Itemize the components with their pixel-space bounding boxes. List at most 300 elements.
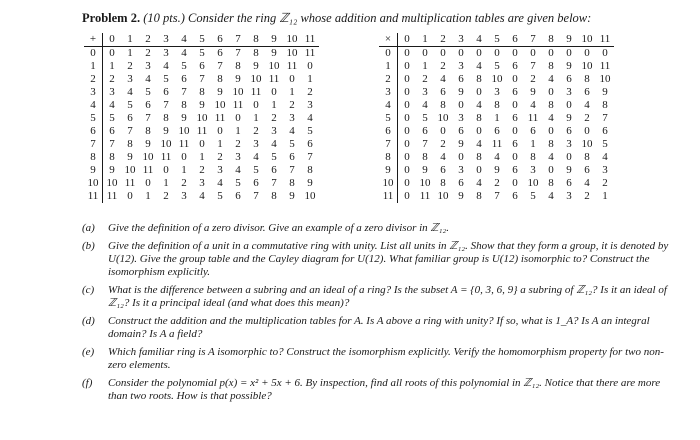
multiplication-table-cell: 8: [476, 151, 482, 163]
addition-table-cell: 0: [163, 164, 169, 176]
multiplication-table-cell: 0: [404, 164, 410, 176]
addition-table-cell: 2: [163, 190, 169, 202]
multiplication-table-cell: 7: [422, 138, 428, 150]
multiplication-table-cell: 10: [437, 190, 449, 202]
multiplication-table-cell: 0: [602, 47, 608, 59]
addition-table-cell: 4: [109, 99, 115, 111]
addition-table-column-header: 0: [103, 33, 122, 47]
multiplication-table-cell: 6: [602, 125, 608, 137]
addition-table-cell: 6: [199, 60, 205, 72]
addition-table-cell: 0: [145, 177, 151, 189]
question-text: What is the difference between a subring and an ideal of a ring? Is the subset A = {0, 3, 6, 9} a subring of ℤ₁₂? Is it an ideal of ℤ₁₂? Is it a principal ideal (and what does this mean)?: [108, 284, 667, 309]
problem-points: (10 pts.): [143, 11, 185, 25]
multiplication-table-cell: 10: [437, 112, 449, 124]
question-text: Give the definition of a unit in a commutative ring with unity. List all units in ℤ₁₂. Show that they form a group, it is denoted by U(12). Give the group table and the Cayley diagram for U(12). What familiar group is U(12) isomorphic to? Construct the isomorphism explicitly.: [108, 240, 669, 278]
multiplication-table-cell: 1: [422, 60, 428, 72]
question-item: [82, 240, 680, 279]
addition-table-cell: 2: [253, 125, 259, 137]
multiplication-table-cell: 2: [602, 177, 608, 189]
addition-table-row: [84, 125, 319, 138]
multiplication-table-cell: 3: [566, 138, 572, 150]
addition-table-cell: 3: [217, 164, 223, 176]
multiplication-table-cell: 9: [458, 86, 464, 98]
multiplication-table-cell: 8: [548, 60, 554, 72]
multiplication-table-cell: 9: [602, 86, 608, 98]
addition-table-row: [84, 177, 319, 190]
addition-table-column-header: 9: [265, 33, 283, 47]
multiplication-table-cell: 9: [458, 190, 464, 202]
multiplication-table-cell: 0: [458, 99, 464, 111]
multiplication-table-cell: 0: [476, 86, 482, 98]
addition-table-cell: 2: [217, 151, 223, 163]
addition-table-cell: 5: [253, 164, 259, 176]
multiplication-table-cell: 11: [527, 112, 539, 124]
addition-table-cell: 0: [253, 99, 259, 111]
addition-table-column-header: 2: [139, 33, 157, 47]
addition-table-row: [84, 73, 319, 86]
multiplication-table-cell: 6: [584, 164, 590, 176]
multiplication-table-column-header: 10: [578, 33, 596, 47]
multiplication-table-row-header: 4: [379, 99, 398, 112]
multiplication-table-cell: 2: [440, 60, 446, 72]
multiplication-table-row-header: 3: [379, 86, 398, 99]
multiplication-table-cell: 4: [602, 151, 608, 163]
multiplication-table-cell: 0: [476, 164, 482, 176]
multiplication-table-row: [379, 190, 614, 203]
question-text: Construct the addition and the multiplication tables for A. Is A above a ring with unity? If so, what is 1_A? Is A an integral domain? Is A a field?: [108, 315, 650, 340]
addition-table-row: [84, 99, 319, 112]
multiplication-table-cell: 11: [419, 190, 431, 202]
addition-table-cell: 4: [217, 177, 223, 189]
multiplication-table-cell: 8: [548, 177, 554, 189]
addition-table-cell: 11: [250, 86, 262, 98]
multiplication-table-cell: 9: [566, 164, 572, 176]
addition-table-cell: 10: [250, 73, 262, 85]
multiplication-table-cell: 9: [530, 86, 536, 98]
addition-table-cell: 3: [289, 112, 295, 124]
addition-table-row: [84, 60, 319, 73]
multiplication-table-cell: 4: [476, 138, 482, 150]
addition-table-cell: 2: [289, 99, 295, 111]
multiplication-table-cell: 9: [422, 164, 428, 176]
addition-table-cell: 7: [289, 164, 295, 176]
addition-table-row-header: 4: [84, 99, 103, 112]
multiplication-table-cell: 0: [440, 125, 446, 137]
addition-table-cell: 7: [235, 47, 241, 59]
multiplication-table-cell: 0: [530, 47, 536, 59]
multiplication-table-cell: 8: [548, 138, 554, 150]
multiplication-table-cell: 2: [584, 112, 590, 124]
multiplication-table-cell: 0: [440, 47, 446, 59]
multiplication-table-cell: 8: [548, 99, 554, 111]
addition-table-cell: 7: [271, 177, 277, 189]
addition-table-cell: 6: [217, 47, 223, 59]
addition-table-cell: 11: [304, 47, 316, 59]
addition-table-cell: 7: [109, 138, 115, 150]
multiplication-table-cell: 0: [404, 177, 410, 189]
multiplication-table-cell: 6: [440, 86, 446, 98]
addition-table-column-header: 11: [301, 33, 319, 47]
multiplication-table-cell: 3: [458, 60, 464, 72]
multiplication-table-cell: 0: [458, 47, 464, 59]
addition-table-cell: 10: [268, 60, 280, 72]
addition-table-cell: 9: [181, 112, 187, 124]
addition-table-cell: 10: [160, 138, 172, 150]
addition-table-cell: 3: [235, 151, 241, 163]
addition-table-cell: 3: [307, 99, 313, 111]
addition-table-row: [84, 138, 319, 151]
multiplication-table-cell: 3: [602, 164, 608, 176]
multiplication-table-cell: 0: [404, 125, 410, 137]
question-label: (f): [82, 377, 93, 389]
multiplication-table-cell: 6: [512, 190, 518, 202]
question-label: (c): [82, 284, 95, 296]
addition-table-column-header: 6: [211, 33, 229, 47]
question-item: [82, 346, 680, 372]
multiplication-table-cell: 0: [512, 125, 518, 137]
addition-table-cell: 5: [127, 99, 133, 111]
addition-table-cell: 2: [307, 86, 313, 98]
multiplication-table-cell: 8: [530, 151, 536, 163]
addition-table-row-header: 7: [84, 138, 103, 151]
multiplication-table-cell: 6: [458, 177, 464, 189]
multiplication-table-column-header: 5: [488, 33, 506, 47]
addition-table-cell: 9: [199, 99, 205, 111]
addition-table-cell: 9: [253, 60, 259, 72]
multiplication-table-cell: 0: [566, 99, 572, 111]
multiplication-table-cell: 8: [422, 151, 428, 163]
addition-table-cell: 11: [124, 177, 136, 189]
question-label: (d): [82, 315, 95, 327]
multiplication-table-cell: 5: [602, 138, 608, 150]
multiplication-table-cell: 4: [530, 99, 536, 111]
addition-table-cell: 6: [289, 151, 295, 163]
addition-table-cell: 3: [127, 73, 133, 85]
multiplication-table-cell: 2: [584, 190, 590, 202]
multiplication-table-row-header: 1: [379, 60, 398, 73]
addition-table-cell: 2: [271, 112, 277, 124]
multiplication-table-cell: 0: [476, 125, 482, 137]
multiplication-table-cell: 6: [422, 125, 428, 137]
multiplication-table-row: [379, 151, 614, 164]
addition-table-cell: 6: [127, 112, 133, 124]
addition-table-column-header: 8: [247, 33, 265, 47]
multiplication-table-column-header: 11: [596, 33, 614, 47]
multiplication-table-row: [379, 60, 614, 73]
addition-table-cell: 5: [163, 73, 169, 85]
addition-table: [84, 33, 319, 203]
multiplication-table-column-header: 7: [524, 33, 542, 47]
multiplication-table-row-header: 10: [379, 177, 398, 190]
multiplication-table-cell: 4: [584, 177, 590, 189]
multiplication-table-cell: 0: [512, 47, 518, 59]
question-item: [82, 315, 680, 341]
addition-table-cell: 10: [142, 151, 154, 163]
addition-table-column-header: 1: [121, 33, 139, 47]
question-text: Give the definition of a zero divisor. Give an example of a zero divisor in ℤ₁₂.: [108, 222, 449, 234]
addition-table-cell: 8: [181, 99, 187, 111]
addition-table-row-header: 8: [84, 151, 103, 164]
addition-table-cell: 3: [199, 177, 205, 189]
addition-table-cell: 11: [196, 125, 208, 137]
multiplication-table-cell: 6: [512, 86, 518, 98]
addition-table-cell: 5: [271, 151, 277, 163]
addition-table-cell: 1: [145, 190, 151, 202]
multiplication-table-header-row: [379, 33, 614, 47]
addition-table-cell: 4: [145, 73, 151, 85]
multiplication-table-cell: 0: [512, 73, 518, 85]
question-label: (e): [82, 346, 95, 358]
multiplication-table-cell: 0: [548, 47, 554, 59]
addition-table-cell: 8: [235, 60, 241, 72]
addition-table-cell: 9: [163, 125, 169, 137]
multiplication-table-cell: 3: [530, 164, 536, 176]
addition-table-cell: 3: [145, 60, 151, 72]
addition-table-cell: 4: [235, 164, 241, 176]
addition-table-cell: 4: [289, 125, 295, 137]
multiplication-table-cell: 1: [494, 112, 500, 124]
question-text: Which familiar ring is A isomorphic to? Construct the isomorphism explicitly. Verify the homomorphism property for two non-zero elements.: [108, 346, 664, 371]
addition-table-column-header: 10: [283, 33, 301, 47]
addition-table-cell: 0: [289, 73, 295, 85]
addition-table-cell: 1: [253, 112, 259, 124]
multiplication-table-cell: 10: [491, 73, 503, 85]
multiplication-table-cell: 6: [566, 125, 572, 137]
multiplication-table-cell: 8: [584, 73, 590, 85]
addition-table-row-header: 9: [84, 164, 103, 177]
addition-operator: +: [84, 33, 103, 47]
multiplication-table-row: [379, 112, 614, 125]
multiplication-table-cell: 3: [494, 86, 500, 98]
addition-table-cell: 5: [181, 60, 187, 72]
addition-table-cell: 5: [307, 125, 313, 137]
addition-table-cell: 8: [253, 47, 259, 59]
addition-table-cell: 9: [289, 190, 295, 202]
addition-table-cell: 3: [271, 125, 277, 137]
addition-table-cell: 1: [181, 164, 187, 176]
addition-table-column-header: 5: [193, 33, 211, 47]
addition-table-cell: 9: [145, 138, 151, 150]
multiplication-table-cell: 0: [404, 86, 410, 98]
addition-table-cell: 8: [109, 151, 115, 163]
addition-table-row: [84, 47, 319, 61]
addition-table-cell: 0: [217, 125, 223, 137]
multiplication-table-cell: 6: [566, 73, 572, 85]
multiplication-table-cell: 4: [422, 99, 428, 111]
multiplication-table-cell: 11: [599, 60, 611, 72]
multiplication-table-cell: 0: [404, 99, 410, 111]
addition-table-cell: 9: [307, 177, 313, 189]
addition-table-cell: 0: [271, 86, 277, 98]
addition-table-cell: 8: [307, 164, 313, 176]
addition-table-cell: 11: [214, 112, 226, 124]
addition-table-row-header: 10: [84, 177, 103, 190]
addition-table-cell: 2: [109, 73, 115, 85]
addition-table-cell: 7: [217, 60, 223, 72]
multiplication-table-cell: 2: [440, 138, 446, 150]
multiplication-table-cell: 8: [602, 99, 608, 111]
multiplication-table-cell: 11: [491, 138, 503, 150]
addition-table-row-header: 11: [84, 190, 103, 203]
multiplication-table-cell: 6: [458, 73, 464, 85]
addition-table-cell: 2: [181, 177, 187, 189]
addition-table-cell: 10: [232, 86, 244, 98]
addition-table-row-header: 1: [84, 60, 103, 73]
multiplication-table-cell: 0: [404, 47, 410, 59]
addition-table-row: [84, 151, 319, 164]
multiplication-table-cell: 0: [404, 151, 410, 163]
multiplication-table-cell: 10: [527, 177, 539, 189]
multiplication-table-cell: 8: [476, 112, 482, 124]
addition-table-cell: 5: [217, 190, 223, 202]
addition-table-cell: 2: [145, 47, 151, 59]
multiplication-table-cell: 6: [440, 164, 446, 176]
addition-table-cell: 0: [307, 60, 313, 72]
multiplication-table-cell: 8: [440, 99, 446, 111]
multiplication-table-cell: 0: [512, 151, 518, 163]
multiplication-table-column-header: 0: [398, 33, 417, 47]
multiplication-table-cell: 0: [548, 125, 554, 137]
multiplication-table-cell: 0: [548, 164, 554, 176]
addition-table-cell: 0: [127, 190, 133, 202]
addition-table-cell: 7: [127, 125, 133, 137]
addition-table-cell: 6: [271, 164, 277, 176]
addition-table-row-header: 0: [84, 47, 103, 61]
addition-table-cell: 1: [199, 151, 205, 163]
multiplication-table-cell: 4: [476, 177, 482, 189]
addition-table-cell: 11: [142, 164, 154, 176]
multiplication-table-cell: 9: [458, 138, 464, 150]
addition-table-header-row: [84, 33, 319, 47]
multiplication-table-cell: 4: [476, 99, 482, 111]
multiplication-table-row-header: 8: [379, 151, 398, 164]
addition-table-cell: 0: [181, 151, 187, 163]
multiplication-table-row-header: 6: [379, 125, 398, 138]
addition-table-row: [84, 190, 319, 203]
addition-table-cell: 4: [199, 190, 205, 202]
multiplication-table-cell: 0: [584, 125, 590, 137]
multiplication-table-cell: 10: [581, 138, 593, 150]
multiplication-table-cell: 0: [512, 177, 518, 189]
multiplication-table-row-header: 0: [379, 47, 398, 61]
addition-table-cell: 0: [235, 112, 241, 124]
multiplication-table-cell: 0: [404, 190, 410, 202]
multiplication-table-cell: 0: [404, 73, 410, 85]
addition-table-cell: 6: [235, 190, 241, 202]
multiplication-table-column-header: 9: [560, 33, 578, 47]
question-label: (a): [82, 222, 95, 234]
addition-table-cell: 3: [253, 138, 259, 150]
multiplication-table-column-header: 2: [434, 33, 452, 47]
multiplication-table-cell: 3: [458, 164, 464, 176]
multiplication-table-cell: 1: [530, 138, 536, 150]
multiplication-table-cell: 6: [584, 86, 590, 98]
multiplication-table-cell: 0: [422, 47, 428, 59]
question-label: (b): [82, 240, 95, 252]
addition-table-cell: 8: [145, 125, 151, 137]
multiplication-table-cell: 6: [512, 138, 518, 150]
addition-table-cell: 0: [199, 138, 205, 150]
addition-table-cell: 3: [181, 190, 187, 202]
multiplication-table-cell: 9: [566, 112, 572, 124]
multiplication-table-cell: 6: [494, 125, 500, 137]
problem-label: Problem 2.: [82, 11, 141, 25]
question-item: [82, 284, 680, 310]
addition-table-row-header: 6: [84, 125, 103, 138]
multiplication-table-row: [379, 125, 614, 138]
multiplication-table-cell: 8: [584, 151, 590, 163]
multiplication-table-cell: 9: [566, 60, 572, 72]
addition-table-cell: 8: [127, 138, 133, 150]
addition-table-cell: 7: [199, 73, 205, 85]
addition-table-cell: 11: [106, 190, 118, 202]
multiplication-table-cell: 10: [599, 73, 611, 85]
addition-table-cell: 4: [181, 47, 187, 59]
multiplication-table-column-header: 3: [452, 33, 470, 47]
addition-table-cell: 7: [163, 99, 169, 111]
multiplication-table-row-header: 7: [379, 138, 398, 151]
addition-table-row-header: 2: [84, 73, 103, 86]
addition-table-cell: 4: [127, 86, 133, 98]
multiplication-table-cell: 3: [566, 190, 572, 202]
multiplication-table-row: [379, 177, 614, 190]
addition-table-cell: 11: [286, 60, 298, 72]
addition-table-cell: 4: [271, 138, 277, 150]
multiplication-table-cell: 3: [566, 86, 572, 98]
multiplication-table-cell: 0: [512, 99, 518, 111]
addition-table-cell: 6: [145, 99, 151, 111]
addition-table-cell: 4: [253, 151, 259, 163]
addition-table-cell: 4: [307, 112, 313, 124]
multiplication-table-cell: 8: [476, 73, 482, 85]
multiplication-table-cell: 3: [422, 86, 428, 98]
multiplication-table-cell: 6: [530, 125, 536, 137]
multiplication-table-column-header: 8: [542, 33, 560, 47]
multiplication-table-row: [379, 47, 614, 61]
multiplication-table-cell: 5: [530, 190, 536, 202]
multiplication-table-row-header: 5: [379, 112, 398, 125]
addition-table-cell: 3: [163, 47, 169, 59]
addition-table-cell: 3: [109, 86, 115, 98]
multiplication-table-cell: 10: [581, 60, 593, 72]
multiplication-table-cell: 0: [476, 47, 482, 59]
addition-table-cell: 9: [271, 47, 277, 59]
addition-table-cell: 10: [178, 125, 190, 137]
addition-table-cell: 7: [145, 112, 151, 124]
multiplication-table-cell: 0: [566, 151, 572, 163]
addition-table-cell: 5: [145, 86, 151, 98]
addition-table-cell: 6: [163, 86, 169, 98]
addition-table-cell: 9: [127, 151, 133, 163]
multiplication-table-cell: 4: [494, 151, 500, 163]
addition-table-row-header: 3: [84, 86, 103, 99]
multiplication-table-cell: 4: [440, 73, 446, 85]
multiplication-table-cell: 0: [404, 112, 410, 124]
addition-table-row-header: 5: [84, 112, 103, 125]
addition-table-row: [84, 164, 319, 177]
multiplication-table-cell: 0: [404, 138, 410, 150]
multiplication-table: [379, 33, 614, 203]
multiplication-table-cell: 2: [494, 177, 500, 189]
multiplication-table-column-header: 4: [470, 33, 488, 47]
addition-table-row: [84, 86, 319, 99]
multiplication-table-cell: 6: [458, 125, 464, 137]
addition-table-cell: 1: [109, 60, 115, 72]
addition-table-column-header: 4: [175, 33, 193, 47]
addition-table-column-header: 7: [229, 33, 247, 47]
multiplication-table-row-header: 11: [379, 190, 398, 203]
addition-table-cell: 2: [235, 138, 241, 150]
